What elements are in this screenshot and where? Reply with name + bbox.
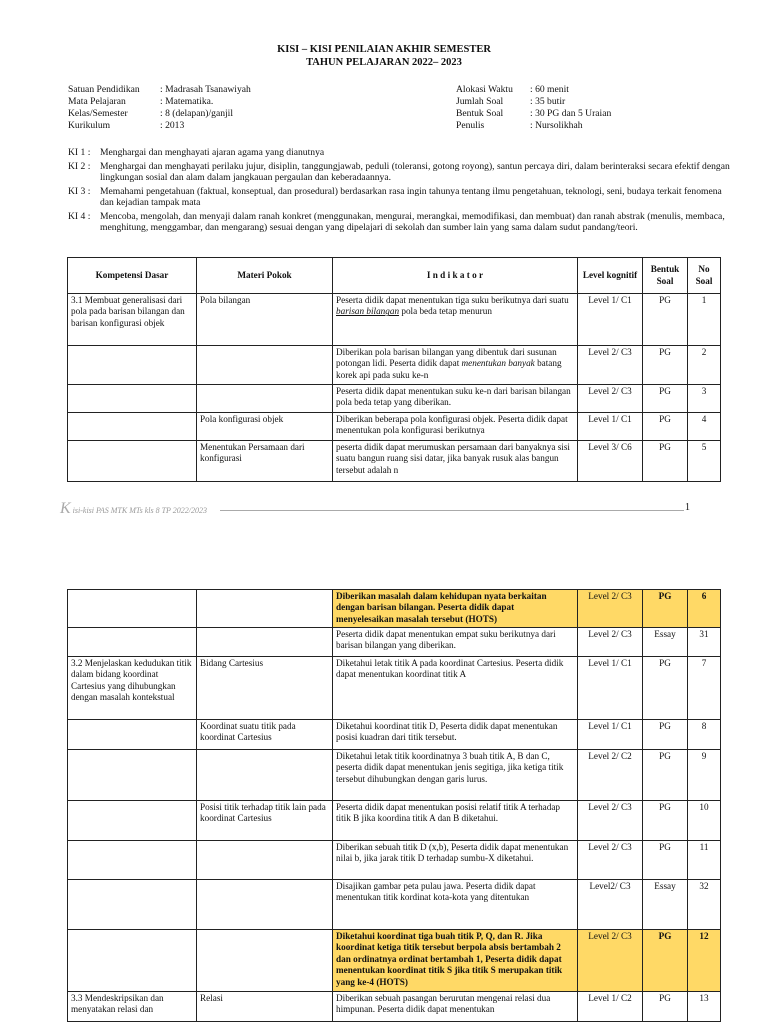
cell-kd [68,750,197,801]
info-label: Jumlah Soal [456,96,504,107]
cell-no: 13 [688,992,721,1022]
info-label: Kelas/Semester [68,108,128,119]
table-header-row [68,258,721,294]
cell-materi [197,841,333,880]
cell-no: 2 [688,346,721,385]
info-label: Bentuk Soal [456,108,504,119]
cell-level: Level 2/ C3 [578,346,643,385]
cell-level: Level2/ C3 [578,880,643,930]
indicator-table-page-2 [67,589,721,1022]
info-value: : 60 menit [530,84,569,95]
cell-kd [68,880,197,930]
cell-bentuk: PG [643,385,688,413]
cell-level: Level 1/ C2 [578,992,643,1022]
info-label: Mata Pelajaran [68,96,126,107]
header-level: Level kognitif [578,258,643,294]
cell-level: Level 2/ C2 [578,750,643,801]
page-number: 1 [685,502,690,513]
info-value: : 30 PG dan 5 Uraian [530,108,612,119]
cell-no: 4 [688,413,721,441]
table-row [68,385,721,413]
cell-level: Level 2/ C3 [578,841,643,880]
cell-kd [68,841,197,880]
indicator-text: Diberikan pola barisan bilangan yang dibentuk dari susunan potongan lidi. Peserta didik dapat [336,347,557,369]
info-value: : 35 butir [530,96,566,107]
cell-bentuk: Essay [643,628,688,657]
cell-bentuk: PG [643,413,688,441]
cell-level: Level 2/ C3 [578,801,643,841]
ki-item [68,186,733,209]
cell-materi [197,346,333,385]
cell-bentuk: PG [643,441,688,482]
cell-no: 11 [688,841,721,880]
cell-indikator-hots: Diberikan masalah dalam kehidupan nyata berkaitan dengan barisan bilangan. Peserta didik dapat menyelesaikan masalah tersebut (HOTS) [333,590,578,628]
cell-indikator: Peserta didik dapat menentukan empat suku berikutnya dari barisan bilangan yang diberikan. [333,628,578,657]
info-label: Penulis [456,120,485,131]
cell-bentuk: PG [643,992,688,1022]
cell-level: Level 1/ C1 [578,294,643,346]
cell-bentuk: PG [643,346,688,385]
header-indikator: I n d i k a t o r [333,258,578,294]
info-row [456,84,611,96]
cell-indikator [333,346,578,385]
table-row [68,590,721,628]
table-row [68,413,721,441]
cell-indikator: Diberikan sebuah titik D (x,b), Peserta didik dapat menentukan nilai b, jika jarak titik D terhadap sumbu-X diketahui. [333,841,578,880]
cell-no: 7 [688,657,721,720]
ki-label: KI 2 : [68,160,91,172]
info-value: : 2013 [160,120,185,131]
table-row [68,294,721,346]
cell-level: Level 1/ C1 [578,720,643,750]
page-2 [0,586,768,1024]
cell-no: 31 [688,628,721,657]
table-row [68,628,721,657]
cell-kd [68,346,197,385]
cell-materi: Posisi titik terhadap titik lain pada koordinat Cartesius [197,801,333,841]
cell-bentuk: PG [643,590,688,628]
cell-indikator: Diketahui letak titik A pada koordinat Cartesius. Peserta didik dapat menentukan koordinat titik A [333,657,578,720]
cell-indikator: Diketahui koordinat titik D, Peserta didik dapat menentukan posisi kuadran dari titik tersebut. [333,720,578,750]
cell-bentuk: PG [643,841,688,880]
cell-bentuk: PG [643,801,688,841]
indicator-text: Peserta didik dapat menentukan tiga suku berikutnya dari suatu [336,295,569,305]
table-row [68,930,721,992]
cell-no: 8 [688,720,721,750]
ki-label: KI 4 : [68,210,91,222]
cell-materi [197,590,333,628]
ki-label: KI 1 : [68,147,91,158]
indicator-text: batang korek api pada suku ke-n [336,358,562,380]
header-kd: Kompetensi Dasar [68,258,197,294]
indicator-text: pola beda tetap menurun [399,306,492,317]
info-row [456,120,611,132]
cell-level: Level 2/ C3 [578,590,643,628]
indicator-table-page-1 [67,257,721,482]
cell-no: 1 [688,294,721,346]
cell-materi: Koordinat suatu titik pada koordinat Cartesius [197,720,333,750]
info-left [68,84,251,132]
cell-kd: 3.1 Membuat generalisasi dari pola pada barisan bilangan dan barisan konfigurasi objek [68,294,197,346]
cell-bentuk: PG [643,720,688,750]
table-row [68,346,721,385]
footer-text: isi-kisi PAS MTK MTs kls 8 TP 2022/2023 [72,506,207,515]
cell-materi: Pola konfigurasi objek [197,413,333,441]
core-competencies [68,147,733,236]
cell-bentuk: PG [643,294,688,346]
cell-no: 6 [688,590,721,628]
cell-kd [68,413,197,441]
cell-indikator: Peserta didik dapat menentukan posisi relatif titik A terhadap titik B jika koordina titik A dan B diketahui. [333,801,578,841]
table-row [68,720,721,750]
table-row [68,841,721,880]
cell-indikator: Diberikan beberapa pola konfigurasi objek. Peserta didik dapat menentukan pola konfigurasi berikutnya [333,413,578,441]
cell-materi [197,880,333,930]
cell-kd [68,930,197,992]
cell-indikator: Diketahui letak titik koordinatnya 3 buah titik A, B dan C, peserta didik dapat menentukan jenis segitiga, jika ketiga titik tersebut dihubungkan dengan garis lurus. [333,750,578,801]
cell-kd [68,385,197,413]
document-subtitle: TAHUN PELAJARAN 2022– 2023 [306,57,462,68]
info-value: : 8 (delapan)/ganjil [160,108,233,119]
info-value: : Nursolikhah [530,120,583,131]
ki-item [68,211,733,234]
info-row [68,120,251,132]
info-row [456,108,611,120]
ki-text: Menghargai dan menghayati ajaran agama yang dianutnya [100,147,325,158]
cell-bentuk: PG [643,930,688,992]
cell-bentuk: PG [643,750,688,801]
cell-indikator: Peserta didik dapat menentukan suku ke-n dari barisan bilangan pola beda tetap yang diberikan. [333,385,578,413]
cell-indikator: Diberikan sebuah pasangan berurutan mengenai relasi dua himpunan. Peserta didik dapat menentukan [333,992,578,1022]
cell-level: Level 2/ C3 [578,628,643,657]
indicator-italic: menentukan banyak [461,358,535,369]
page-gap [0,530,768,586]
page-footer [60,500,710,516]
cell-kd [68,590,197,628]
cell-kd: 3.2 Menjelaskan kedudukan titik dalam bidang koordinat Cartesius yang dihubungkan dengan masalah kontekstual [68,657,197,720]
table-row [68,750,721,801]
cell-level: Level 3/ C6 [578,441,643,482]
cell-materi [197,628,333,657]
cell-no: 32 [688,880,721,930]
header-materi: Materi Pokok [197,258,333,294]
cell-materi: Pola bilangan [197,294,333,346]
ki-text: Mencoba, mengolah, dan menyaji dalam ranah konkret (menggunakan, mengurai, merangkai, memodifikasi, dan membuat) dan ranah abstrak (menulis, membaca, menghitung, menggambar, dan mengarang) sesuai dengan yang dipelajari di sekolah dan sumber lain yang sama dalam sudut pandang/teori. [100,210,725,233]
info-row [68,96,251,108]
ki-text: Memahami pengetahuan (faktual, konseptual, dan prosedural) berdasarkan rasa ingin tahunya tentang ilmu pengetahuan, teknologi, seni, budaya terkait fenomena dan kejadian tampak mata [100,185,722,208]
cell-kd [68,801,197,841]
document-title: KISI – KISI PENILAIAN AKHIR SEMESTER [277,44,491,55]
info-row [456,96,611,108]
cell-no: 12 [688,930,721,992]
table-row [68,880,721,930]
header-bentuk: Bentuk Soal [643,258,688,294]
cell-no: 9 [688,750,721,801]
cell-materi: Bidang Cartesius [197,657,333,720]
cell-kd: 3.3 Mendeskripsikan dan menyatakan relasi dan [68,992,197,1022]
cell-kd [68,628,197,657]
info-row [68,108,251,120]
header-no: No Soal [688,258,721,294]
info-label: Alokasi Waktu [456,84,513,95]
table-row [68,657,721,720]
indicator-underlined: barisan bilangan [336,306,400,317]
cell-level: Level 2/ C3 [578,385,643,413]
cell-level: Level 1/ C1 [578,413,643,441]
cell-materi [197,385,333,413]
cell-indikator-hots: Diketahui koordinat tiga buah titik P, Q, dan R. Jika koordinat ketiga titik tersebut berpola absis bertambah 2 dan ordinatnya ordinat bertambah 1, Peserta didik dapat menentukan koordinat titik S jika titik S merupakan titik yang ke-4 (HOTS) [333,930,578,992]
cell-indikator [333,294,578,346]
info-label: Satuan Pendidikan [68,84,140,95]
cell-level: Level 2/ C3 [578,930,643,992]
info-value: : Madrasah Tsanawiyah [160,84,251,95]
table-row [68,441,721,482]
ki-label: KI 3 : [68,185,91,197]
cell-materi: Relasi [197,992,333,1022]
info-label: Kurikulum [68,120,111,131]
cell-indikator: peserta didik dapat merumuskan persamaan dari banyaknya sisi suatu bangun ruang sisi datar, jika banyak rusuk alas bangun tersebut adalah n [333,441,578,482]
cell-materi [197,750,333,801]
cell-materi [197,930,333,992]
cell-no: 10 [688,801,721,841]
footer-rule [220,510,684,511]
cell-kd [68,720,197,750]
cell-indikator: Disajikan gambar peta pulau jawa. Peserta didik dapat menentukan titik kordinat kota-kota yang ditentukan [333,880,578,930]
ki-item [68,147,733,159]
cell-no: 5 [688,441,721,482]
cell-no: 3 [688,385,721,413]
cell-bentuk: Essay [643,880,688,930]
cell-materi: Menentukan Persamaan dari konfigurasi [197,441,333,482]
cell-kd [68,441,197,482]
cell-bentuk: PG [643,657,688,720]
info-right [456,84,611,132]
ki-text: Menghargai dan menghayati perilaku jujur, disiplin, tanggungjawab, peduli (toleransi, gotong royong), santun percaya diri, dalam berinteraksi secara efektif dengan lingkungan sosial dan alam dalam jangkauan pergaulan dan keberadaannya. [100,160,730,183]
info-value: : Matematika. [160,96,214,107]
table-row [68,801,721,841]
ki-item [68,161,733,184]
info-row [68,84,251,96]
footer-initial: K [60,500,71,517]
table-row [68,992,721,1022]
cell-level: Level 1/ C1 [578,657,643,720]
